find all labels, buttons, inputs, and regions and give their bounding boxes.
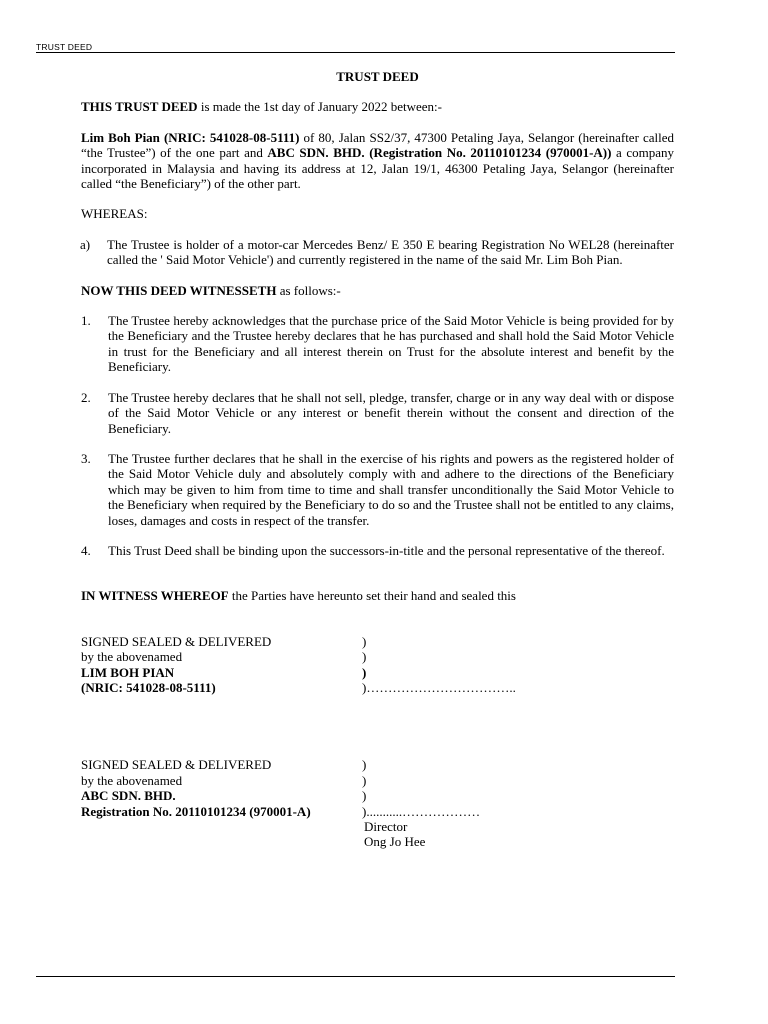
footer-rule <box>36 976 675 977</box>
clause-text: The Trustee hereby declares that he shall not sell, pledge, transfer, charge or in any way deal with or dispose of the Said Motor Vehicle or any interest or benefit therein without the consent and direction of the Beneficiary. <box>108 389 674 436</box>
whereas-heading: WHEREAS: <box>81 206 148 222</box>
parties-text-1: of 80, Jalan SS2/37, 47300 Petaling Jaya, Selangor (hereinafter called “the Trustee”) of the one part and <box>81 129 674 161</box>
clause-marker: 2. <box>81 389 91 405</box>
document-body <box>81 69 674 850</box>
witness-bold: IN WITNESS WHEREOF <box>81 588 229 604</box>
sig-bracket: ) <box>362 649 367 665</box>
sig-line-label: SIGNED SEALED & DELIVERED <box>81 757 272 773</box>
witness-paragraph <box>81 588 674 603</box>
signature-line: )…………………………….. <box>362 679 516 695</box>
clause-item <box>81 390 674 436</box>
recital-item <box>80 237 674 268</box>
signatory-name: Ong Jo Hee <box>364 834 426 850</box>
sig-party-name: LIM BOH PIAN <box>81 664 175 680</box>
intro-paragraph <box>81 99 674 114</box>
sig-bracket: ) <box>362 757 367 773</box>
intro-text: is made the 1st day of January 2022 between:- <box>197 99 442 115</box>
signature-block-company <box>81 757 674 849</box>
sig-bracket: ) <box>362 664 367 680</box>
sig-line-label: by the abovenamed <box>81 772 183 788</box>
clause-list <box>81 313 674 558</box>
witnesseth-bold: NOW THIS DEED WITNESSETH <box>81 282 277 298</box>
clause-text: The Trustee hereby acknowledges that the purchase price of the Said Motor Vehicle is being provided for by the Beneficiary and the Trustee hereby declares that he has purchased and shall hold the Said Motor Vehicle in trust for the Beneficiary and all interest therein on Trust for the absolute interest and benefit by the Beneficiary. <box>108 313 674 375</box>
header-rule <box>36 52 675 53</box>
clause-text: This Trust Deed shall be binding upon the successors-in-title and the personal representative of the thereof. <box>108 542 665 558</box>
clause-marker: 4. <box>81 542 91 558</box>
signature-block-trustee <box>81 634 674 696</box>
parties-paragraph <box>81 130 674 192</box>
sig-bracket: ) <box>362 788 367 804</box>
clause-text: The Trustee further declares that he shall in the exercise of his rights and powers as the registered holder of the Said Motor Vehicle duly and absolutely comply with and adhere to the directions of the Beneficiary which may be given to him from time to time and shall transfer unconditionally the Said Motor Vehicle to the Beneficiary when required by the Beneficiary to do so and the Trustee shall not be entitled to any claims, loses, damages and costs in respect of the transfer. <box>108 450 674 528</box>
sig-bracket: ) <box>362 633 367 649</box>
sig-party-id: (NRIC: 541028-08-5111) <box>81 679 216 695</box>
clause-item <box>81 313 674 375</box>
clause-marker: 3. <box>81 450 91 466</box>
witnesseth-text: as follows:- <box>276 282 341 298</box>
intro-bold: THIS TRUST DEED <box>81 99 198 115</box>
sig-party-name: ABC SDN. BHD. <box>81 788 176 804</box>
recital-text: The Trustee is holder of a motor-car Mercedes Benz/ E 350 E bearing Registration No WEL28 (hereinafter called the ' Said Motor Vehicle') and currently registered in the name of the said Mr. Lim Boh Pian. <box>107 236 674 268</box>
signatory-role: Director <box>364 819 408 834</box>
parties-text-2: a company incorporated in Malaysia and having its address at 12, Jalan 19/1, 46300 Petaling Jaya, Selangor (hereinafter called “the Beneficiary”) of the other part. <box>81 145 674 192</box>
signature-line: )...........……………… <box>362 803 481 819</box>
trustee-name: Lim Boh Pian (NRIC: 541028-08-5111) <box>81 129 300 145</box>
sig-party-id: Registration No. 20110101234 (970001-A) <box>81 803 311 819</box>
running-header: TRUST DEED <box>36 42 93 52</box>
sig-bracket: ) <box>362 772 367 788</box>
beneficiary-name: ABC SDN. BHD. (Registration No. 20110101234 (970001-A)) <box>267 145 612 161</box>
document-title: TRUST DEED <box>336 69 419 84</box>
sig-line-label: SIGNED SEALED & DELIVERED <box>81 633 272 649</box>
clause-marker: 1. <box>81 313 91 329</box>
witnesseth-paragraph <box>81 283 674 298</box>
clause-item <box>81 451 674 528</box>
sig-line-label: by the abovenamed <box>81 649 183 665</box>
witness-text: the Parties have hereunto set their hand and sealed this <box>228 588 516 604</box>
clause-item <box>81 543 674 558</box>
recital-marker: a) <box>80 236 91 252</box>
